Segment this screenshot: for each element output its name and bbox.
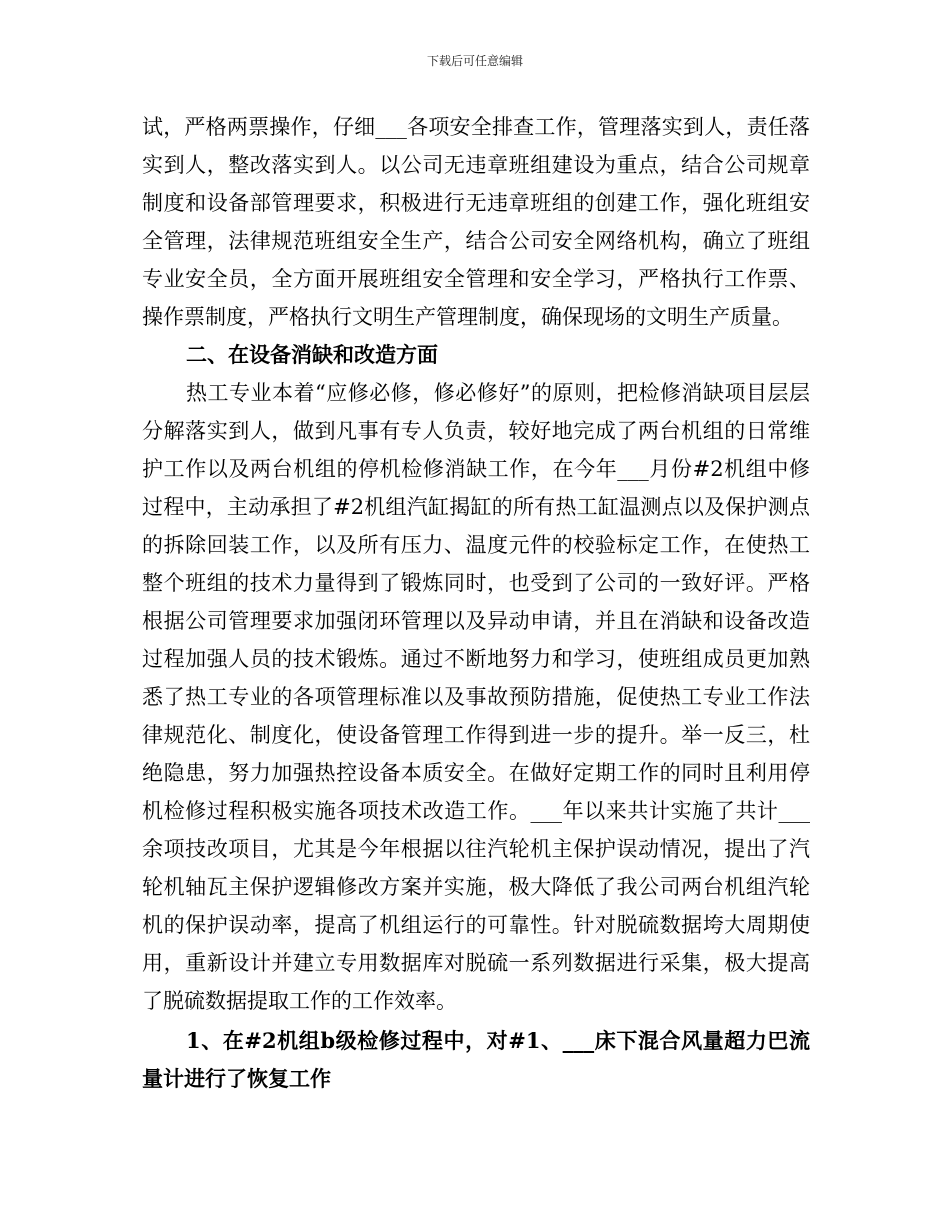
document-body <box>142 108 810 1098</box>
subsection-heading-1: 1、在#2机组b级检修过程中，对#1、___床下混合风量超力巴流量计进行了恢复工作 <box>142 1028 810 1091</box>
page-header: 下载后可任意编辑 <box>426 54 523 68</box>
body-paragraph-2: 热工专业本着“应修必修，修必修好”的原则，把检修消缺项目层层分解落实到人，做到凡事有专人负责，较好地完成了两台机组的日常维护工作以及两台机组的停机检修消缺工作，在今年___月份#2机组中修过程中，主动承担了#2机组汽缸揭缸的所有热工缸温测点以及保护测点的拆除回装工作，以及所有压力、温度元件的校验标定工作，在使热工整个班组的技术力量得到了锻炼同时，也受到了公司的一致好评。严格根据公司管理要求加强闭环管理以及异动申请，并且在消缺和设备改造过程加强人员的技术锻炼。通过不断地努力和学习，使班组成员更加熟悉了热工专业的各项管理标准以及事故预防措施，促使热工专业工作法律规范化、制度化，使设备管理工作得到进一步的提升。举一反三，杜绝隐患，努力加强热控设备本质安全。在做好定期工作的同时且利用停机检修过程积极实施各项技术改造工作。___年以来共计实施了共计___余项技改项目，尤其是今年根据以往汽轮机主保护误动情况，提出了汽轮机轴瓦主保护逻辑修改方案并实施，极大降低了我公司两台机组汽轮机的保护误动率，提高了机组运行的可靠性。针对脱硫数据垮大周期使用，重新设计并建立专用数据库对脱硫一系列数据进行采集，极大提高了脱硫数据提取工作的工作效率。 <box>142 381 810 1013</box>
body-paragraph-1: 试，严格两票操作，仔细___各项安全排查工作，管理落实到人，责任落实到人，整改落实到人。以公司无违章班组建设为重点，结合公司规章制度和设备部管理要求，积极进行无违章班组的创建工作，强化班组安全管理，法律规范班组安全生产，结合公司安全网络机构，确立了班组专业安全员，全方面开展班组安全管理和安全学习，严格执行工作票、操作票制度，严格执行文明生产管理制度，确保现场的文明生产质量。 <box>142 115 810 329</box>
section-heading-2: 二、在设备消缺和改造方面 <box>186 342 438 367</box>
